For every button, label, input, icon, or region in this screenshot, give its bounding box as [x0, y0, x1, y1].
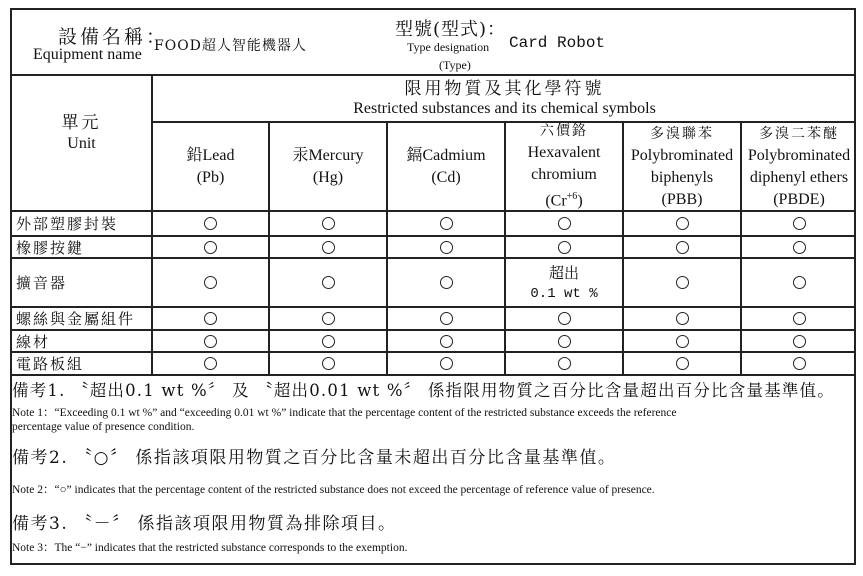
circle-icon [793, 335, 806, 348]
circle-icon [676, 217, 689, 230]
circle-icon [676, 357, 689, 370]
cell-r1-cd [388, 212, 504, 235]
cell-r3-cd [388, 259, 504, 306]
restricted-header [153, 76, 856, 121]
exceed-label: 超出 [548, 263, 579, 282]
cell-r6-pb [153, 353, 268, 374]
circle-icon [440, 217, 453, 230]
column-header-cadmium: 鎘Cadmium (Cd) [406, 146, 486, 186]
cell-r6-pbb [624, 353, 740, 374]
circle-icon [440, 312, 453, 325]
type-label-en: Type designation [407, 40, 490, 54]
cell-r4-pb [153, 308, 268, 329]
column-header-lead: 鉛Lead (Pb) [186, 146, 235, 186]
cell-r3-pbb [624, 259, 740, 306]
cell-r2-hg [270, 237, 386, 257]
circle-icon [322, 357, 335, 370]
circle-icon [793, 217, 806, 230]
cell-r2-cd [388, 237, 504, 257]
cell-r6-cd [388, 353, 504, 374]
circle-icon [793, 312, 806, 325]
cell-r1-hg [270, 212, 386, 235]
note-3-en: Note 3：The “−” indicates that the restricted substance corresponds to the exemption. [12, 542, 408, 554]
circle-icon [440, 241, 453, 254]
note-2-cn: 備考2. 〝○〞 係指該項限用物質之百分比含量未超出百分比含量基準值。 [12, 448, 617, 468]
circle-icon [440, 276, 453, 289]
note-1-cn: 備考1. 〝超出0.1 wt %〞 及 〝超出0.01 wt %〞 係指限用物質之百分比含量超出百分比含量基準值。 [12, 381, 835, 400]
circle-icon [793, 357, 806, 370]
cell-r4-pbde [742, 308, 856, 329]
row-label-external-plastic: 外部塑膠封裝 [16, 215, 119, 233]
equipment-label-en: Equipment name [33, 46, 142, 63]
note-2-en: Note 2：“○” indicates that the percentage content of the restricted substance does not exceed the percentage of reference value of presence. [12, 484, 655, 496]
cell-r5-cr [506, 331, 622, 351]
restricted-header-en: Restricted substances and its chemical symbols [353, 100, 656, 118]
cell-r6-pbde [742, 353, 856, 374]
cell-r2-pbde [742, 237, 856, 257]
circle-icon [204, 357, 217, 370]
note-3-cn: 備考3. 〝－〞 係指該項限用物質為排除項目。 [12, 514, 397, 534]
circle-icon [204, 276, 217, 289]
column-header-mercury: 汞Mercury (Hg) [292, 146, 364, 186]
column-header-hexavalent-chromium: 六價鉻 Hexavalent chromium $(Cr^{+6})$ [527, 123, 601, 210]
cell-r1-pbde [742, 212, 856, 235]
circle-icon [558, 312, 571, 325]
cell-r3-pb [153, 259, 268, 306]
circle-icon [558, 217, 571, 230]
circle-icon [558, 241, 571, 254]
circle-icon [440, 335, 453, 348]
cell-r3-hg [270, 259, 386, 306]
circle-icon [676, 241, 689, 254]
circle-icon [204, 312, 217, 325]
type-label-cn: 型號(型式)： [395, 19, 507, 40]
note-1-en-cont: percentage value of presence condition. [12, 421, 195, 433]
circle-icon [204, 335, 217, 348]
cell-r6-hg [270, 353, 386, 374]
cell-r3-cr-exceed [506, 259, 622, 306]
unit-header-en: Unit [67, 134, 96, 152]
circle-icon [322, 241, 335, 254]
cell-r5-hg [270, 331, 386, 351]
circle-icon [558, 335, 571, 348]
circle-icon [676, 312, 689, 325]
restricted-header-cn: 限用物質及其化學符號 [404, 78, 605, 99]
circle-icon [204, 217, 217, 230]
cell-r1-pb [153, 212, 268, 235]
cell-r1-pbb [624, 212, 740, 235]
cell-r5-cd [388, 331, 504, 351]
cell-r4-pbb [624, 308, 740, 329]
circle-icon [322, 217, 335, 230]
column-header-pbde: 多溴二苯醚 Polybrominated diphenyl ethers (PBDE) [747, 125, 851, 208]
circle-icon [204, 241, 217, 254]
unit-header [12, 76, 151, 210]
cell-r5-pbb [624, 331, 740, 351]
cell-r4-cr [506, 308, 622, 329]
table-bottom [10, 374, 856, 376]
cell-r4-cd [388, 308, 504, 329]
row-label-rubber-keys: 橡膠按鍵 [16, 238, 85, 257]
cell-r3-pbde [742, 259, 856, 306]
circle-icon [793, 276, 806, 289]
circle-icon [322, 335, 335, 348]
type-value: Card Robot [509, 34, 606, 52]
cell-r5-pb [153, 331, 268, 351]
row-label-wires: 線材 [16, 332, 51, 351]
cell-r5-pbde [742, 331, 856, 351]
circle-icon [793, 241, 806, 254]
cell-r2-pbb [624, 237, 740, 257]
equipment-value: FOOD超人智能機器人 [154, 38, 307, 54]
circle-icon [322, 312, 335, 325]
circle-icon [558, 357, 571, 370]
row-label-speaker: 擴音器 [16, 274, 68, 292]
type-label-en2: (Type) [439, 58, 471, 72]
unit-header-cn: 單元 [61, 113, 102, 134]
cell-r2-pb [153, 237, 268, 257]
column-header-pbb: 多溴聯苯 Polybrominated biphenyls (PBB) [630, 125, 734, 208]
cell-r6-cr [506, 353, 622, 374]
row-label-circuit-board: 電路板組 [16, 355, 85, 373]
exceed-value: 0.1 wt % [530, 285, 598, 302]
circle-icon [322, 276, 335, 289]
circle-icon [676, 276, 689, 289]
cell-r4-hg [270, 308, 386, 329]
circle-icon [676, 335, 689, 348]
cell-r2-cr [506, 237, 622, 257]
equipment-label-cn: 設備名稱： [58, 26, 169, 48]
circle-icon [440, 357, 453, 370]
note-1-en: Note 1：“Exceeding 0.1 wt %” and “exceeding 0.01 wt %” indicate that the percentage content of the restricted substance exceeds the reference [12, 407, 677, 419]
row-label-screws-metal: 螺絲與金屬組件 [16, 310, 136, 328]
cell-r1-cr [506, 212, 622, 235]
